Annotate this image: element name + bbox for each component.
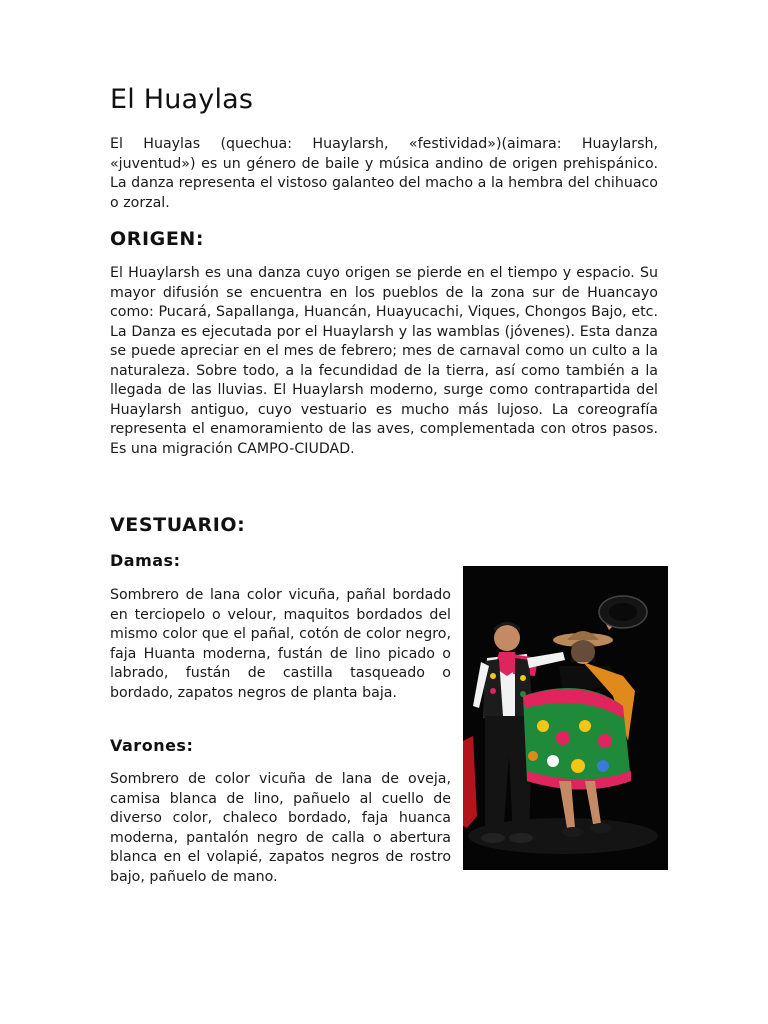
damas-paragraph: Sombrero de lana color vicuña, pañal bordado en terciopelo o velour, maquitos bordados del mismo color que el pañal, cotón de color negro, faja Huanta moderna, fustán de lino picado o labrado, fustán de castilla tasqueado o bordado, zapatos negros de planta baja. bbox=[110, 587, 451, 701]
intro-paragraph: El Huaylas (quechua: Huaylarsh, «festividad»)(aimara: Huaylarsh, «juventud») es un género de baile y música andino de origen prehispánico. La danza representa el vistoso galanteo del macho a la hembra del chihuaco o zorzal. bbox=[110, 136, 658, 211]
dancers-photo bbox=[463, 566, 668, 870]
varones-paragraph: Sombrero de color vicuña de lana de oveja, camisa blanca de lino, pañuelo al cuello de diverso color, chaleco bordado, faja huanca moderna, pantalón negro de calla o abertura blanca en el volapié, zapatos negros de rostro bajo, pañuelo de mano. bbox=[110, 771, 451, 885]
vestuario-heading: VESTUARIO: bbox=[110, 514, 246, 536]
origen-heading: ORIGEN: bbox=[110, 228, 205, 250]
dancers-illustration bbox=[463, 566, 668, 870]
origen-paragraph: El Huaylarsh es una danza cuyo origen se pierde en el tiempo y espacio. Su mayor difusión se encuentra en los pueblos de la zona sur de Huancayo como: Pucará, Sapallanga, Huancán, Huayucachi, Viques, Chongos Bajo, etc. La Danza es ejecutada por el Huaylarsh y las wamblas (jóvenes). Esta danza se puede apreciar en el mes de febrero; mes de carnaval como un culto a la naturaleza. Sobre todo, a la fecundidad de la tierra, así como también a la llegada de las lluvias. El Huaylarsh moderno, surge como contrapartida del Huaylarsh antiguo, cuyo vestuario es mucho más lujoso. La coreografía representa el enamoramiento de las aves, complementada con otros pasos. Es una migración CAMPO-CIUDAD. bbox=[110, 265, 658, 457]
page-title: El Huaylas bbox=[110, 84, 254, 115]
varones-heading: Varones: bbox=[110, 736, 194, 755]
damas-heading: Damas: bbox=[110, 551, 181, 570]
